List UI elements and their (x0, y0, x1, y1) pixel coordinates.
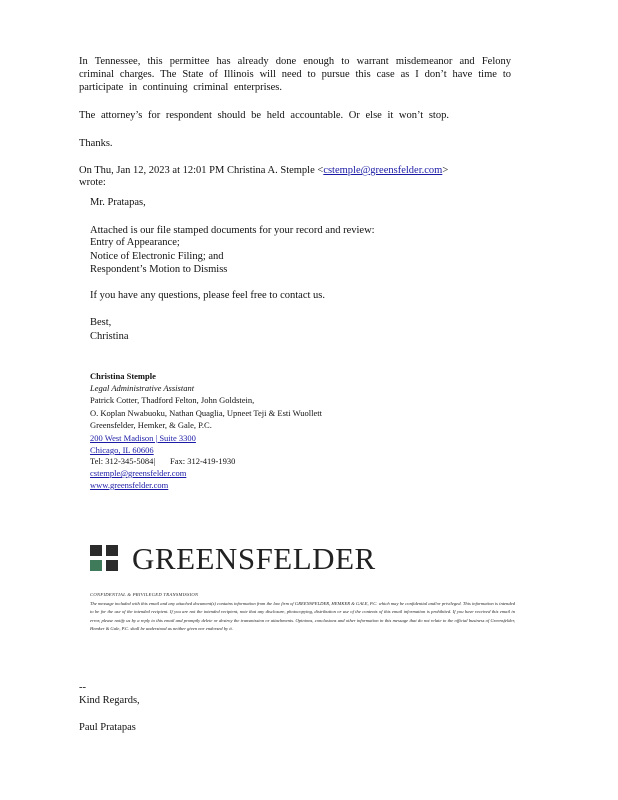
signature-firm-line-3: Greensfelder, Hemker, & Gale, P.C. (90, 420, 212, 430)
quote-header-prefix: On Thu, Jan 12, 2023 at 12:01 PM Christina A. Stemple < (79, 165, 324, 176)
signature-name: Christina Stemple (90, 371, 156, 381)
footer-regards: Kind Regards, (79, 695, 140, 706)
confidentiality-notice (90, 591, 515, 634)
quote-header-email-link[interactable]: cstemple@greensfelder.com (323, 165, 443, 176)
quote-header-suffix: > (442, 165, 449, 176)
footer-dashes: -- (79, 682, 86, 693)
quoted-item-1: Entry of Appearance; (90, 237, 180, 248)
signature-website-link[interactable]: www.greensfelder.com (90, 480, 169, 490)
quoted-item-3: Respondent’s Motion to Dismiss (90, 264, 228, 275)
confidentiality-title: CONFIDENTIAL & PRIVILEGED TRANSMISSION (90, 592, 199, 597)
signature-address-line-2[interactable]: Chicago, IL 60606 (90, 445, 154, 455)
signature-phone-row (90, 455, 235, 467)
quoted-closing: Best, (90, 317, 112, 328)
quoted-questions: If you have any questions, please feel free to contact us. (90, 290, 325, 301)
quoted-attached: Attached is our file stamped documents for your record and review: (90, 225, 375, 236)
signature-tel: Tel: 312-345-5084| (90, 456, 156, 466)
signature-firm-line-2: O. Koplan Nwabuoku, Nathan Quaglia, Upneet Teji & Esti Wuollett (90, 408, 322, 418)
reply-paragraph-2: The attorney’s for respondent should be held accountable. Or else it won’t stop. (79, 110, 449, 121)
signature-firm-line-1: Patrick Cotter, Thadford Felton, John Goldstein, (90, 395, 255, 405)
logo-squares-icon (90, 545, 123, 575)
footer-name: Paul Pratapas (79, 722, 136, 733)
reply-thanks: Thanks. (79, 138, 113, 149)
signature-fax: Fax: 312-419-1930 (169, 456, 236, 466)
quoted-greeting: Mr. Pratapas, (90, 197, 146, 208)
signature-email-link[interactable]: cstemple@greensfelder.com (90, 468, 187, 478)
reply-paragraph-1: In Tennessee, this permittee has already done enough to warrant misdemeanor and Felony criminal charges. The State of Illinois will need to pursue this case as I don’t have time to participate in continuing criminal enterprises. (79, 56, 511, 93)
confidentiality-body: The message included with this email and any attached document(s) contains information from the law firm of GREENSFELDER, HEMKER & GALE, P.C. which may be confidential and/or privileged. This information is intended to be for the use of the intended recipient. If you are not the intended recipient, note that any disclosure, photocopying, distribution or use of the contents of this email information is prohibited. If you have received this email in error, please notify us by a reply to this email and promptly delete or destroy the transmission or attachments. Opinions, conclusions and other information in this message that do not relate to the official business of Greensfelder, Hemker & Gale, P.C. shall be understood as neither given nor endorsed by it. (90, 600, 515, 631)
quoted-name: Christina (90, 331, 129, 342)
quote-header-wrote: wrote: (79, 177, 106, 188)
quoted-item-2: Notice of Electronic Filing; and (90, 251, 224, 262)
signature-title: Legal Administrative Assistant (90, 383, 195, 393)
logo-wordmark: GREENSFELDER (132, 541, 376, 576)
signature-address-line-1[interactable]: 200 West Madison | Suite 3300 (90, 433, 196, 443)
quote-header (79, 164, 448, 177)
